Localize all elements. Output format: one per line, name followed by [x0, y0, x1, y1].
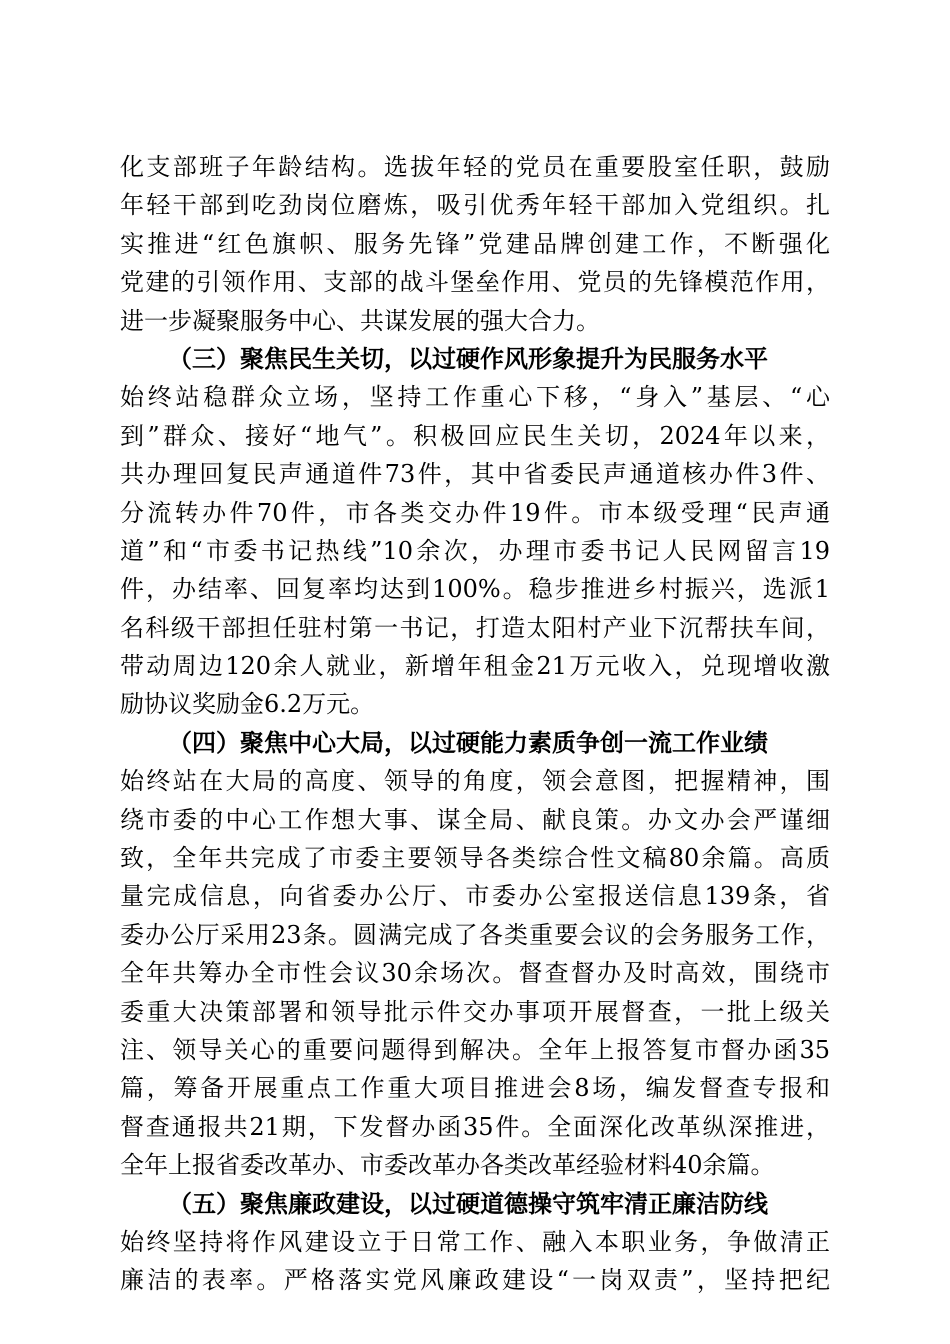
- text-line: 委办公厅采用23条。圆满完成了各类重要会议的会务服务工作，: [120, 920, 830, 949]
- section-heading-text: （四）聚焦中心大局，以过硬能力素质争创一流工作业绩: [168, 727, 768, 757]
- text-line: 始终站稳群众立场，坚持工作重心下移，“身入”基层、“心: [120, 383, 830, 412]
- section-heading-text: （三）聚焦民生关切，以过硬作风形象提升为民服务水平: [168, 343, 768, 373]
- paragraph-body-4: [120, 1223, 830, 1300]
- text-line: 分流转办件70件，市各类交办件19件。市本级受理“民声通: [120, 498, 830, 527]
- text-line: 量完成信息，向省委办公厅、市委办公室报送信息139条，省: [120, 882, 830, 911]
- text-line: 致，全年共完成了市委主要领导各类综合性文稿80余篇。高质: [120, 844, 830, 873]
- text-line: 始终站在大局的高度、领导的角度，领会意图，把握精神，围: [120, 767, 830, 796]
- text-line: 共办理回复民声通道件73件，其中省委民声通道核办件3件、: [120, 460, 830, 489]
- document-page: [120, 148, 830, 1300]
- text-line: 道”和“市委书记热线”10余次，办理市委书记人民网留言19: [120, 536, 830, 565]
- text-line: 件，办结率、回复率均达到100%。稳步推进乡村振兴，选派1: [120, 575, 830, 604]
- paragraph-body-3: [120, 762, 830, 1184]
- paragraph-body-2: [120, 378, 830, 724]
- text-line: 到”群众、接好“地气”。积极回应民生关切，2024年以来，: [120, 421, 830, 450]
- text-line: 实推进“红色旗帜、服务先锋”党建品牌创建工作，不断强化: [120, 229, 830, 258]
- text-line: 年轻干部到吃劲岗位磨炼，吸引优秀年轻干部加入党组织。扎: [120, 191, 830, 220]
- text-line: 带动周边120余人就业，新增年租金21万元收入，兑现增收激: [120, 652, 830, 681]
- section-heading-3: [120, 340, 830, 378]
- section-heading-4: [120, 724, 830, 762]
- section-heading-text: （五）聚焦廉政建设，以过硬道德操守筑牢清正廉洁防线: [168, 1188, 768, 1218]
- text-line: 委重大决策部署和领导批示件交办事项开展督查，一批上级关: [120, 997, 830, 1026]
- text-line: 化支部班子年龄结构。选拔年轻的党员在重要股室任职，鼓励: [120, 153, 830, 181]
- text-line: 全年上报省委改革办、市委改革办各类改革经验材料40余篇。: [120, 1151, 775, 1180]
- text-line: 绕市委的中心工作想大事、谋全局、献良策。办文办会严谨细: [120, 805, 830, 834]
- text-line: 廉洁的表率。严格落实党风廉政建设“一岗双责”，坚持把纪: [120, 1266, 830, 1295]
- text-line: 督查通报共21期，下发督办函35件。全面深化改革纵深推进，: [120, 1112, 830, 1141]
- text-line: 名科级干部担任驻村第一书记，打造太阳村产业下沉帮扶车间，: [120, 613, 830, 642]
- text-line: 励协议奖励金6.2万元。: [120, 690, 375, 719]
- text-line: 进一步凝聚服务中心、共谋发展的强大合力。: [120, 306, 600, 335]
- text-line: 党建的引领作用、支部的战斗堡垒作用、党员的先锋模范作用，: [120, 268, 830, 297]
- text-line: 始终坚持将作风建设立于日常工作、融入本职业务，争做清正: [120, 1227, 830, 1256]
- text-line: 篇，筹备开展重点工作重大项目推进会8场，编发督查专报和: [120, 1074, 830, 1103]
- text-line: 注、领导关心的重要问题得到解决。全年上报答复市督办函35: [120, 1035, 830, 1064]
- section-heading-5: [120, 1185, 830, 1223]
- text-line: 全年共筹办全市性会议30余场次。督查督办及时高效，围绕市: [120, 959, 830, 988]
- paragraph-body-1: [120, 148, 830, 340]
